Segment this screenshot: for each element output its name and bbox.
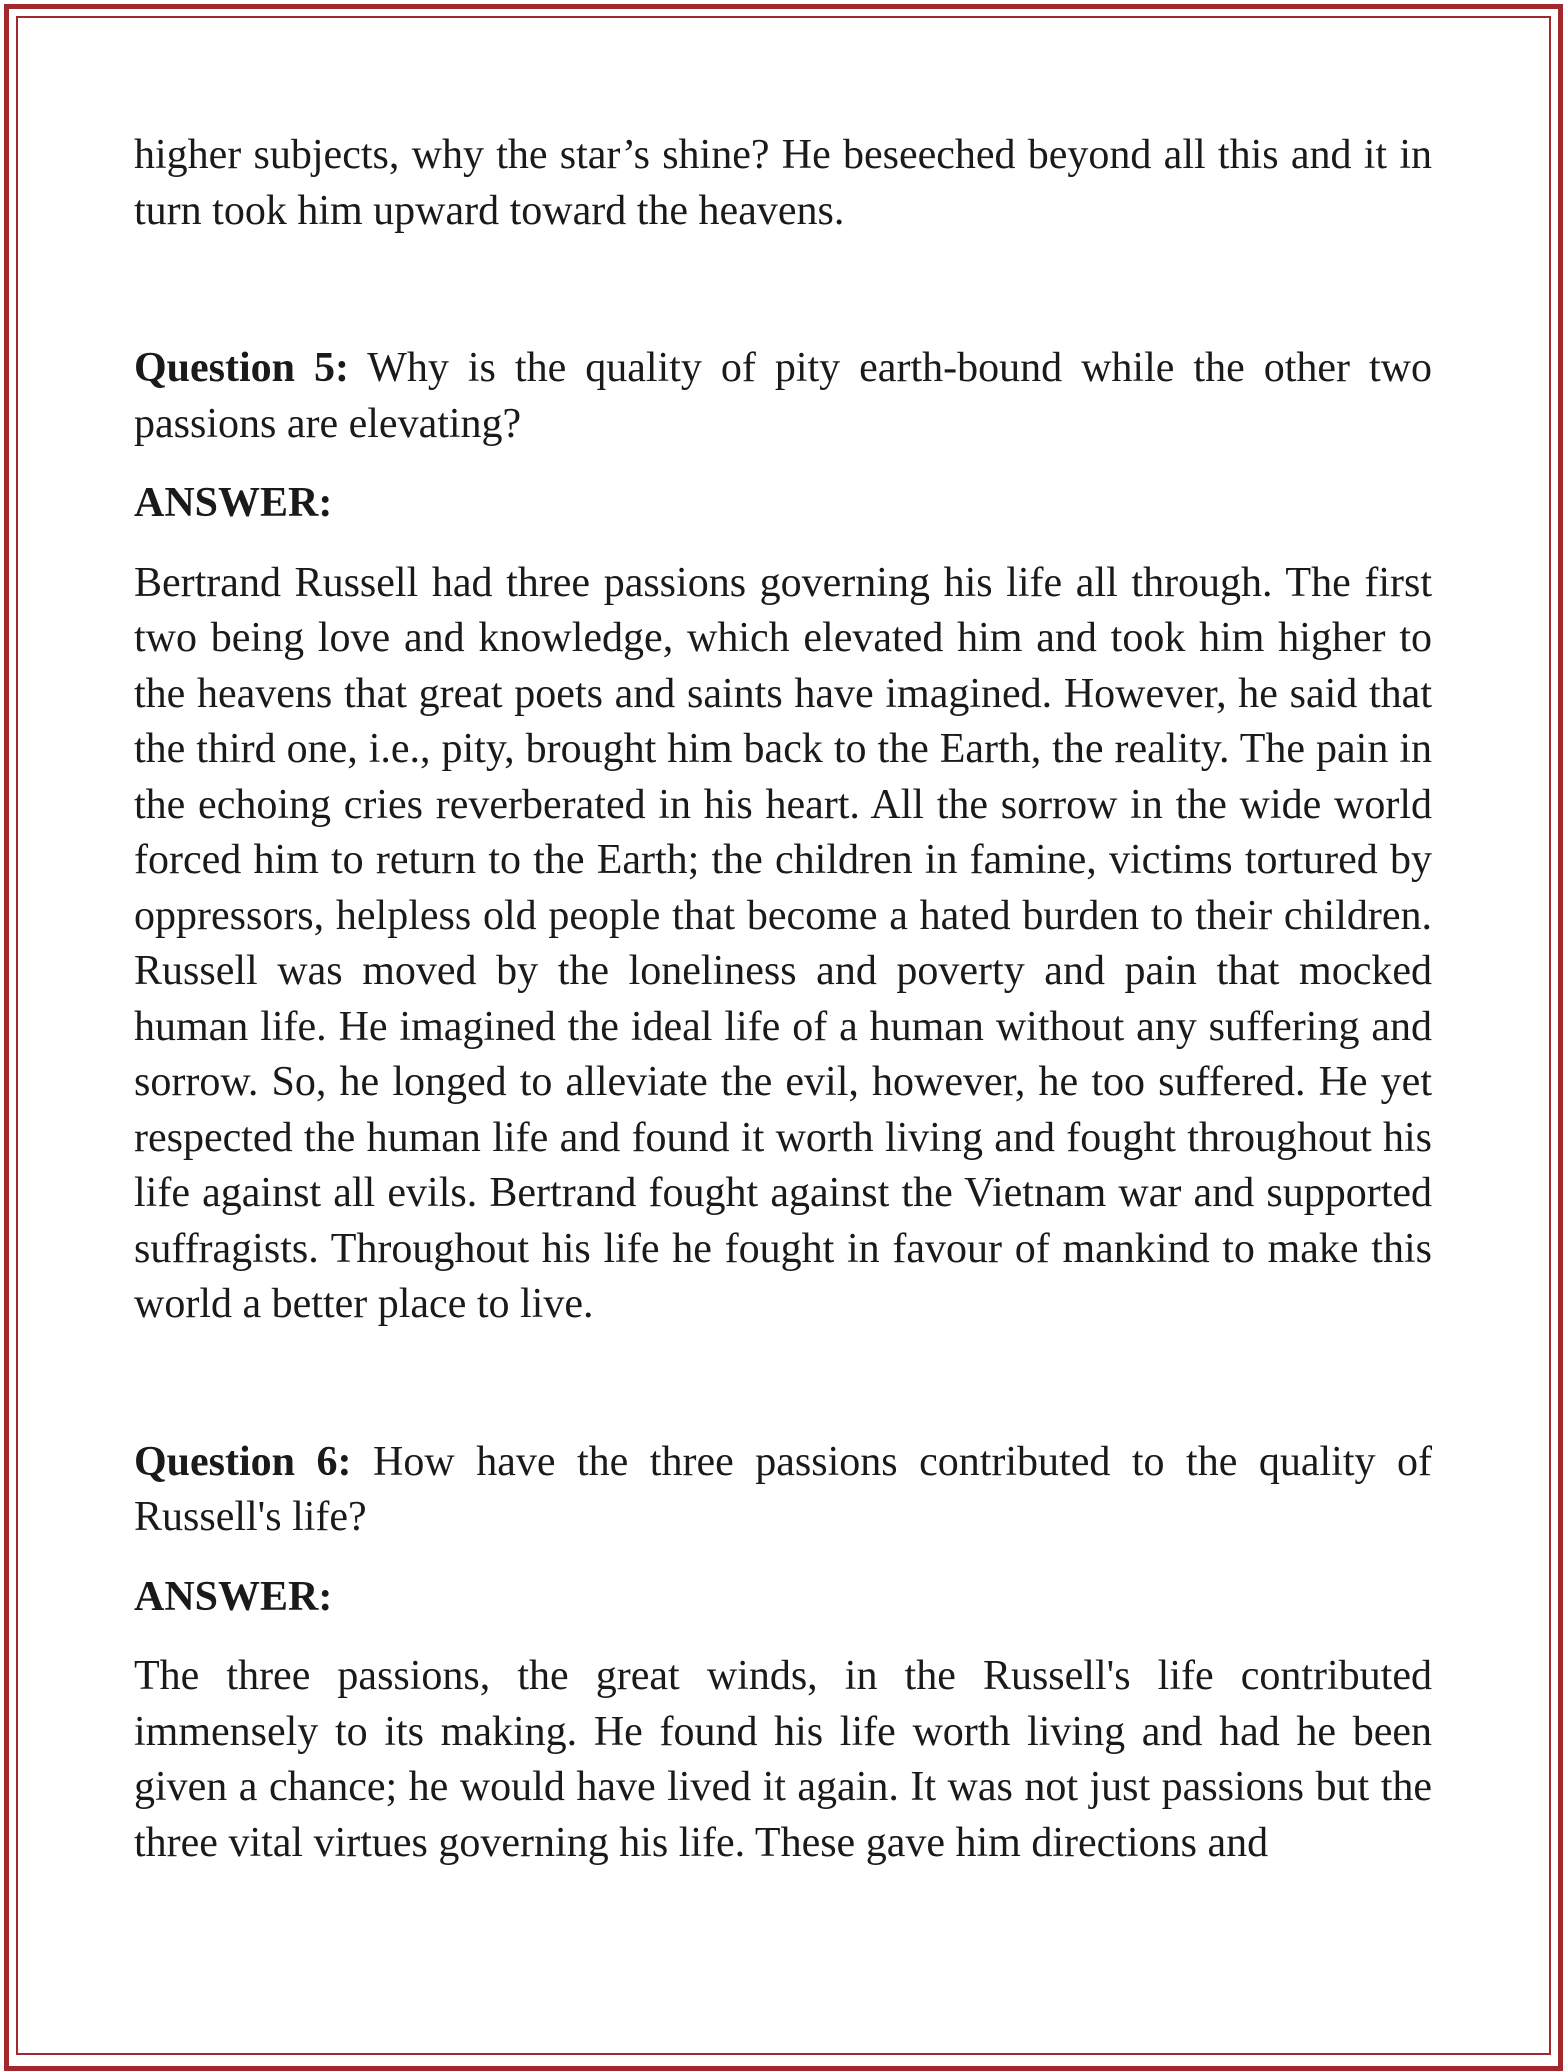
answer-6-label: ANSWER: xyxy=(134,1573,333,1620)
question-6 xyxy=(134,1435,1432,1546)
answer-6-text: The three passions, the great winds, in the Russell's life contributed immensely to its making. He found his life worth living and had he been given a chance; he would have lived it again. It was not just passions but the three vital virtues governing his life. These gave him directions and xyxy=(134,1653,1432,1866)
answer-5-text: Bertrand Russell had three passions governing his life all through. The first two being love and knowledge, which elevated him and took him higher to the heavens that great poets and saints have imagined. However, he said that the third one, i.e., pity, brought him back to the Earth, the reality. The pain in the echoing cries reverberated in his heart. All the sorrow in the wide world forced him to return to the Earth; the children in famine, victims tortured by oppressors, helpless old people that become a hated burden to their children. Russell was moved by the loneliness and poverty and pain that mocked human life. He imagined the ideal life of a human without any suffering and sorrow. So, he longed to alleviate the evil, however, he too suffered. He yet respected the human life and found it worth living and fought throughout his life against all evils. Bertrand fought against the Vietnam war and supported suffragists. Throughout his life he fought in favour of mankind to make this world a better place to live. xyxy=(134,559,1432,1327)
question-6-text: How have the three passions contributed to the quality of Russell's life? xyxy=(134,1438,1433,1540)
question-5-label: Question 5: xyxy=(134,345,350,391)
question-5-text: Why is the quality of pity earth-bound while the other two passions are elevating? xyxy=(134,345,1432,447)
question-6-label: Question 6: xyxy=(134,1438,352,1485)
intro-paragraph: higher subjects, why the star’s shine? He beseeched beyond all this and it in turn took him upward toward the heavens. xyxy=(134,132,1432,234)
question-5 xyxy=(134,341,1432,452)
answer-5-label: ANSWER: xyxy=(134,480,333,526)
page-content xyxy=(134,128,1432,1871)
